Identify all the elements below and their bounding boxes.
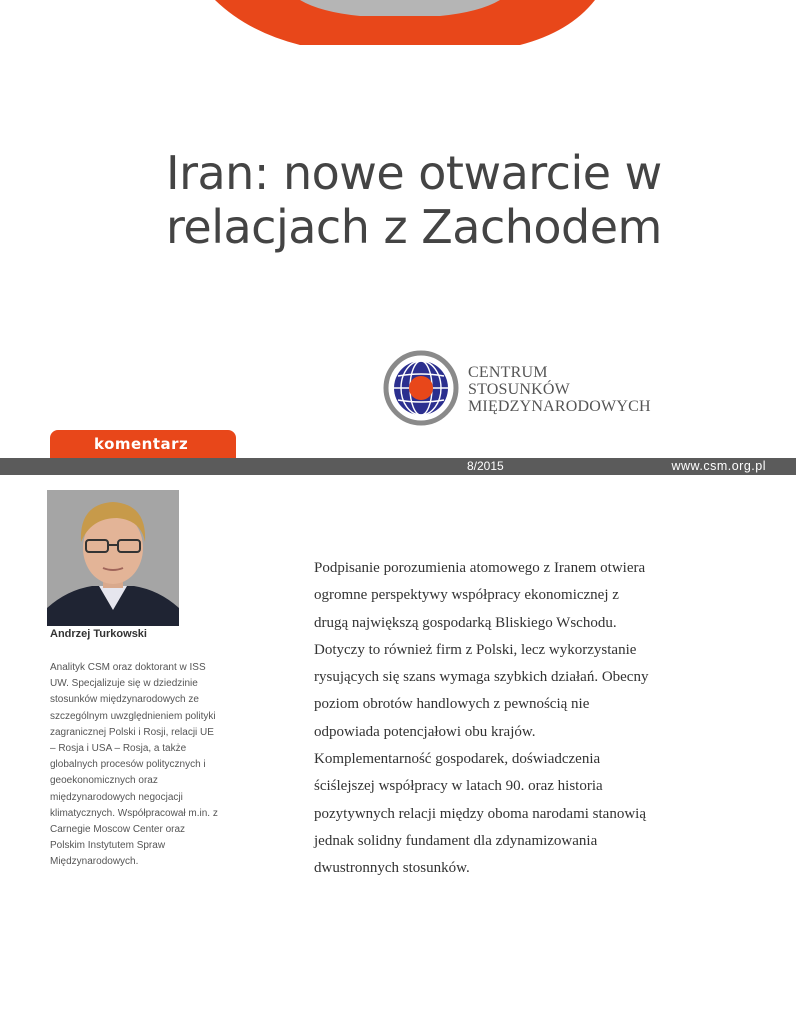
logo-globe-icon — [383, 350, 459, 426]
author-name: Andrzej Turkowski — [50, 628, 147, 640]
title-line-1: Iran: nowe otwarcie w — [166, 146, 662, 200]
article-abstract: Podpisanie porozumienia atomowego z Iranem otwiera ogromne perspektywy współpracy ekonomicznej z drugą największą gospodarką Bliskiego Wschodu. Dotyczy to również firm z Polski, lecz wykorzystanie rysujących się szans wymaga szybkich działań. Obecny poziom obrotów handlowych z pewnością nie odpowiada potencjałowi obu krajów. Komplementarność gospodarek, doświadczenia ściślejszej współpracy w latach 90. oraz historia pozytywnych relacji między oboma narodami stanowią jednak solidny fundament dla zdynamizowania dwustronnych stosunków. — [314, 560, 649, 877]
header-arc-decoration — [0, 0, 796, 50]
issue-number: 8/2015 — [467, 459, 504, 473]
author-photo — [47, 490, 179, 626]
logo-text-line-3: MIĘDZYNARODOWYCH — [468, 398, 651, 415]
logo-text-line-1: CENTRUM — [468, 364, 548, 381]
website-link[interactable]: www.csm.org.pl — [671, 459, 766, 473]
title-line-2: relacjach z Zachodem — [166, 200, 662, 254]
page-title — [166, 146, 726, 254]
author-bio: Analityk CSM oraz doktorant w ISS UW. Specjalizuje się w dziedzinie stosunków międzynarodowych ze szczególnym uwzględnieniem polityki zagranicznej Polski i Rosji, relacji UE – Rosja i USA – Rosja, a także globalnych procesów politycznych i geoekonomicznych oraz międzynarodowych negocjacji klimatycznych. Współpracował m.in. z Carnegie Moscow Center oraz Polskim Instytutem Spraw Międzynarodowych. — [50, 662, 218, 868]
logo-text-line-2: STOSUNKÓW — [468, 381, 570, 398]
logo-wordmark — [468, 364, 651, 415]
category-badge: komentarz — [50, 430, 236, 458]
